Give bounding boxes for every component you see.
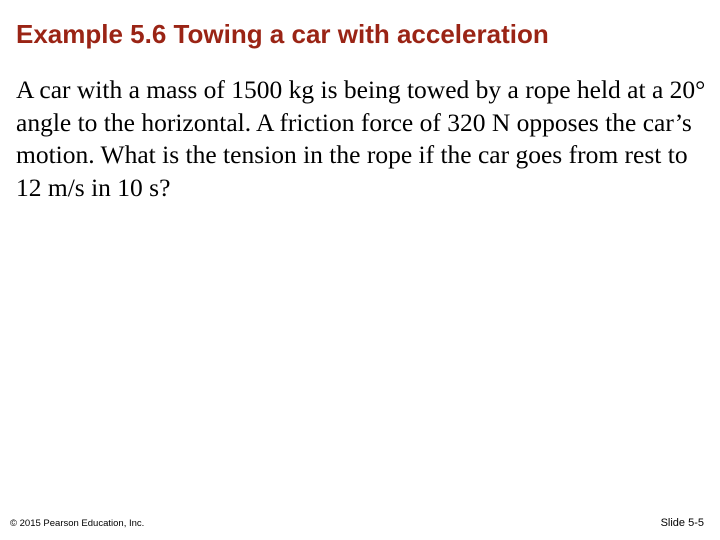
copyright-notice: © 2015 Pearson Education, Inc. bbox=[10, 518, 145, 529]
problem-statement: A car with a mass of 1500 kg is being towed by a rope held at a 20° angle to the horizontal. A friction force of 320 N opposes the car’s motion. What is the tension in the rope if the car goes from rest to 12 m/s in 10 s? bbox=[16, 75, 706, 202]
slide-title: Example 5.6 Towing a car with acceleration bbox=[16, 19, 549, 49]
slide-number: Slide 5-5 bbox=[660, 517, 704, 529]
